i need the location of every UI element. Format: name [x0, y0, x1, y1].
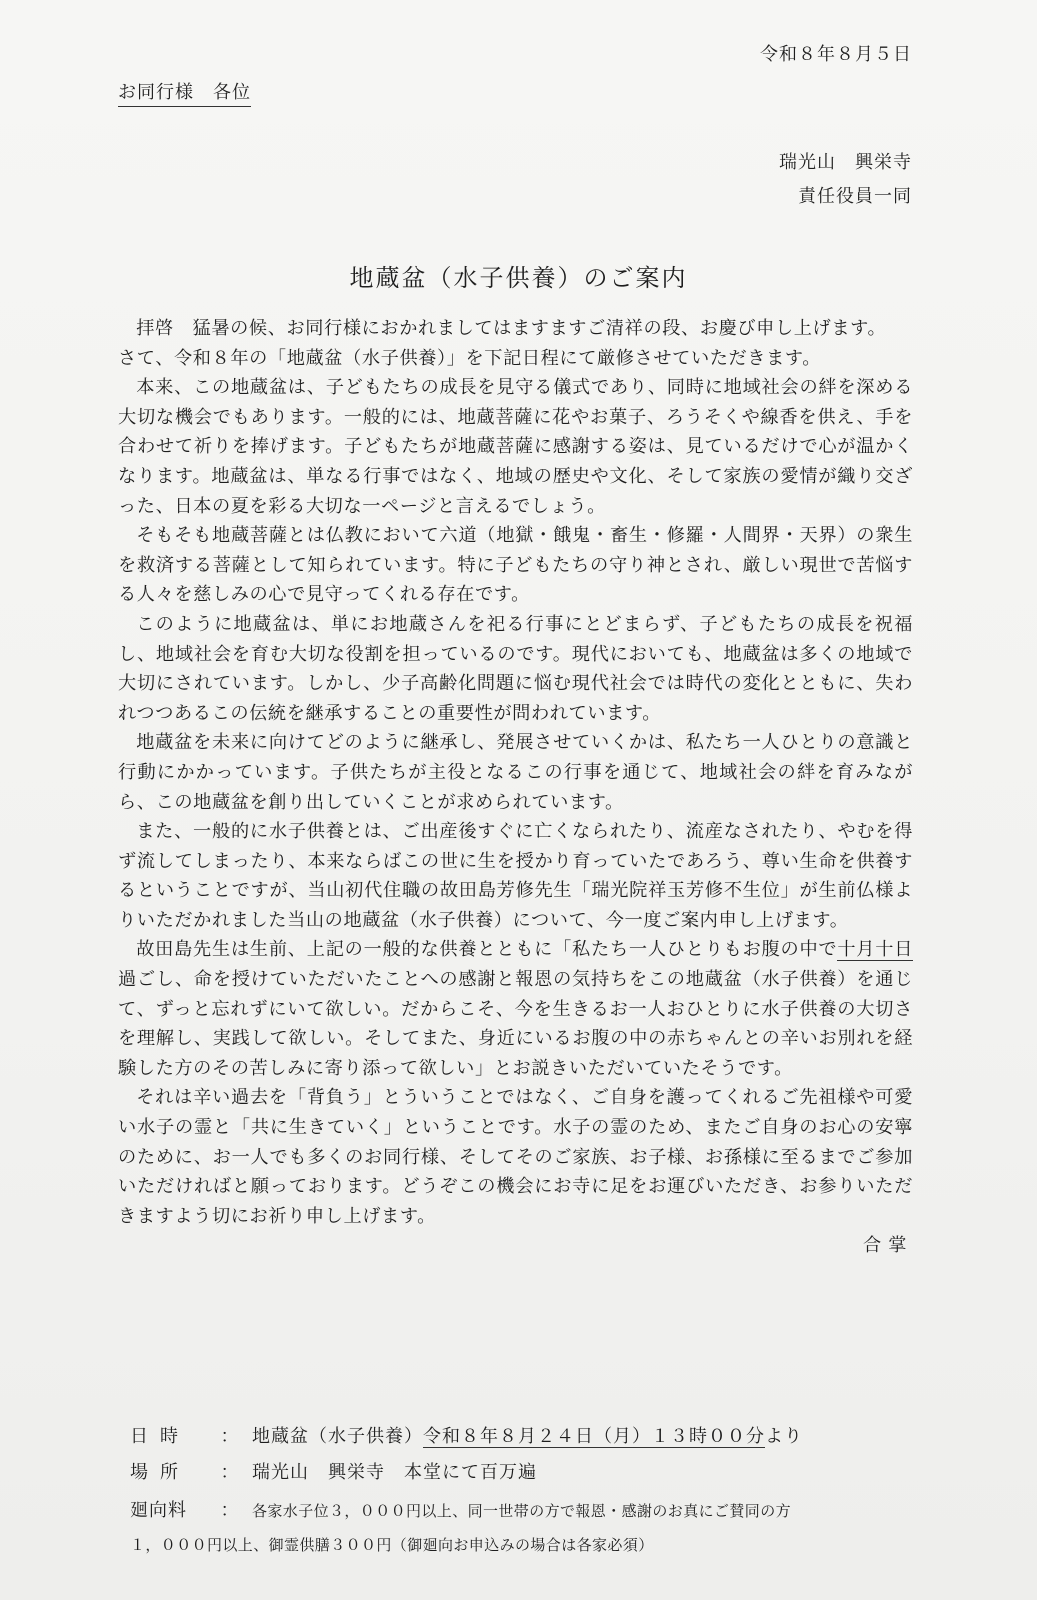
- fee-line-2: １，０００円以上、御霊供膳３００円（御廻向お申込みの場合は各家必須）: [130, 1536, 654, 1554]
- datetime-colon: ：: [220, 1426, 240, 1447]
- datetime-value: [252, 1422, 930, 1448]
- datetime-event-name: 地蔵盆（水子供養）: [252, 1426, 423, 1447]
- body-paragraph-6: [118, 935, 913, 1083]
- greeting-paragraph: 拝啓 猛暑の候、お同行様におかれましてはますますご清祥の段、お慶び申し上げます。: [136, 318, 887, 339]
- body-paragraph-7: それは辛い過去を「背負う」とういうことではなく、ご自身を護ってくれるご先祖様や可愛い水子の霊と「共に生きていく」ということです。水子の霊のため、またご自身のお心の安寧のために、お一人でも多くのお同行様、そしてそのご家族、お子様、お孫様に至るまでご参加いただければと願っております。どうぞこの機会にお寺に足をお運びいただき、お参りいただきますよう切にお祈り申し上げます。: [118, 1087, 913, 1227]
- letter-body: [118, 314, 913, 1261]
- fee-row: [130, 1494, 930, 1562]
- body-paragraph-1: 本来、この地蔵盆は、子どもたちの成長を見守る儀式であり、同時に地域社会の絆を深める大切な機会でもあります。一般的には、地蔵菩薩に花やお菓子、ろうそくや線香を供え、手を合わせて祈りを捧げます。子どもたちが地蔵菩薩に感謝する姿は、見ているだけで心が温かくなります。地蔵盆は、単なる行事ではなく、地域の歴史や文化、そして家族の愛情が織り交ざった、日本の夏を彩る大切な一ページと言えるでしょう。: [118, 377, 913, 517]
- place-label: 場所: [130, 1462, 190, 1483]
- datetime-label: 日時: [130, 1426, 190, 1447]
- underlined-phrase: 十月十日: [837, 939, 913, 961]
- closing-gassho: 合 掌: [863, 1235, 907, 1257]
- datetime-date: 令和８年８月２４日（月）１３時００分: [423, 1426, 765, 1447]
- place-row: [130, 1458, 930, 1494]
- sender-officers: 責任役員一同: [798, 186, 912, 207]
- body-paragraph-3: このように地蔵盆は、単にお地蔵さんを祀る行事にとどまらず、子どもたちの成長を祝福し、地域社会を育む大切な役割を担っているのです。現代においても、地蔵盆は多くの地域で大切にされています。しかし、少子高齢化問題に悩む現代社会では時代の変化とともに、失われつつあるこの伝統を継承することの重要性が問われています。: [118, 613, 913, 724]
- body-paragraph-2: そもそも地蔵菩薩とは仏教において六道（地獄・餓鬼・畜生・修羅・人間界・天界）の衆生を救済する菩薩として知られています。特に子どもたちの守り神とされ、厳しい現世で苦悩する人々を慈しみの心で見守ってくれる存在です。: [118, 525, 913, 606]
- body-paragraph-5: また、一般的に水子供養とは、ご出産後すぐに亡くなられたり、流産なされたり、やむを得ず流してしまったり、本来ならばこの世に生を授かり育っていたであろう、尊い生命を供養するということですが、当山初代住職の故田島芳修先生「瑞光院祥玉芳修不生位」が生前仏様よりいただかれました当山の地蔵盆（水子供養）について、今一度ご案内申し上げます。: [118, 821, 913, 931]
- place-value: 瑞光山 興栄寺 本堂にて百万遍: [252, 1462, 537, 1483]
- announcement-paragraph: さて、令和８年の「地蔵盆（水子供養）」を下記日程にて厳修させていただきます。: [118, 347, 822, 369]
- sender-temple: 瑞光山 興栄寺: [779, 152, 912, 173]
- sender-block: [779, 146, 912, 214]
- paragraph-6-start: 故田島先生は生前、上記の一般的な供養とともに「私たち一人ひとりもお腹の中で: [136, 939, 838, 961]
- place-colon: ：: [220, 1462, 240, 1483]
- fee-colon: ：: [220, 1500, 240, 1521]
- datetime-row: [130, 1422, 930, 1458]
- body-paragraph-4: 地蔵盆を未来に向けてどのように継承し、発展させていくかは、私たち一人ひとりの意識と行動にかかっています。子供たちが主役となるこの行事を通じて、地域社会の絆を育みながら、この地蔵盆を創り出していくことが求められています。: [118, 732, 913, 813]
- issue-date: 令和８年８月５日: [760, 44, 912, 65]
- event-details: [130, 1422, 930, 1562]
- paragraph-6-rest: 過ごし、命を授けていただいたことへの感謝と報恩の気持ちをこの地蔵盆（水子供養）を通じて、ずっと忘れずにいて欲しい。だからこそ、今を生きるお一人おひとりに水子供養の大切さを理解し、実践して欲しい。そしてまた、身近にいるお腹の中の赤ちゃんとの辛いお別れを経験した方のその苦しみに寄り添って欲しい」とお説きいただいていたそうです。: [118, 969, 913, 1079]
- addressee: お同行様 各位: [118, 78, 251, 107]
- document-title: 地蔵盆（水子供養）のご案内: [349, 264, 688, 292]
- fee-line-1: 各家水子位３，０００円以上、同一世帯の方で報恩・感謝のお真にご賛同の方: [252, 1502, 792, 1520]
- fee-label: 廻向料: [130, 1500, 187, 1521]
- datetime-suffix: より: [765, 1426, 803, 1447]
